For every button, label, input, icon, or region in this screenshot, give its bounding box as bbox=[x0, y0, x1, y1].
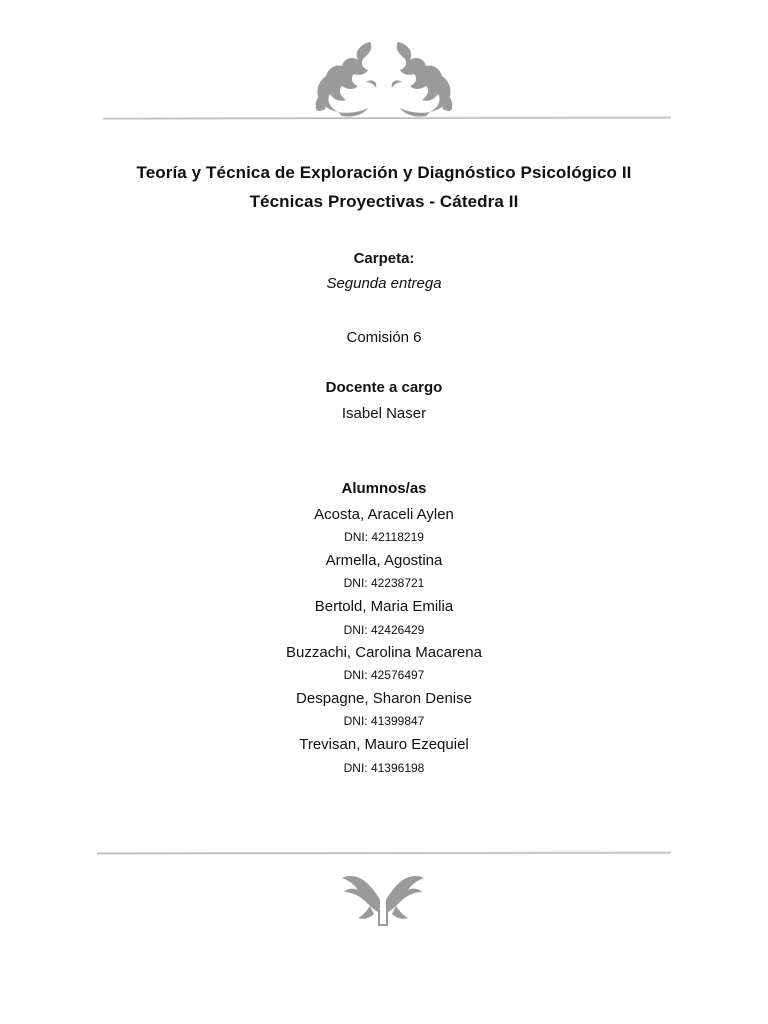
student-name: Bertold, Maria Emilia bbox=[314, 598, 454, 615]
course-title: Teoría y Técnica de Exploración y Diagnóstico Psicológico II bbox=[136, 163, 632, 182]
student-name: Buzzachi, Carolina Macarena bbox=[286, 644, 482, 661]
student-dni: DNI: 42426429 bbox=[343, 623, 425, 637]
student-name: Despagne, Sharon Denise bbox=[296, 690, 472, 707]
alumnos-label: Alumnos/as bbox=[341, 480, 427, 497]
student-name: Acosta, Araceli Aylen bbox=[314, 506, 454, 523]
student-dni: DNI: 42118219 bbox=[344, 530, 424, 544]
docente-name: Isabel Naser bbox=[341, 405, 427, 422]
student-dni: DNI: 42238721 bbox=[343, 576, 425, 590]
fleur-ornament-icon bbox=[340, 872, 426, 928]
student-dni: DNI: 41396198 bbox=[343, 761, 425, 775]
docente-label: Docente a cargo bbox=[325, 379, 443, 396]
student-dni: DNI: 42576497 bbox=[343, 668, 425, 682]
student-name: Trevisan, Mauro Ezequiel bbox=[299, 736, 469, 753]
top-divider bbox=[103, 117, 671, 120]
bottom-divider bbox=[97, 852, 671, 855]
course-subtitle: Técnicas Proyectivas - Cátedra II bbox=[249, 192, 519, 211]
carpeta-value: Segunda entrega bbox=[326, 275, 442, 292]
comision-text: Comisión 6 bbox=[346, 329, 422, 346]
student-dni: DNI: 41399847 bbox=[343, 714, 425, 728]
floral-scroll-ornament-icon bbox=[308, 38, 460, 118]
student-name: Armella, Agostina bbox=[325, 552, 443, 569]
carpeta-label: Carpeta: bbox=[353, 250, 415, 267]
